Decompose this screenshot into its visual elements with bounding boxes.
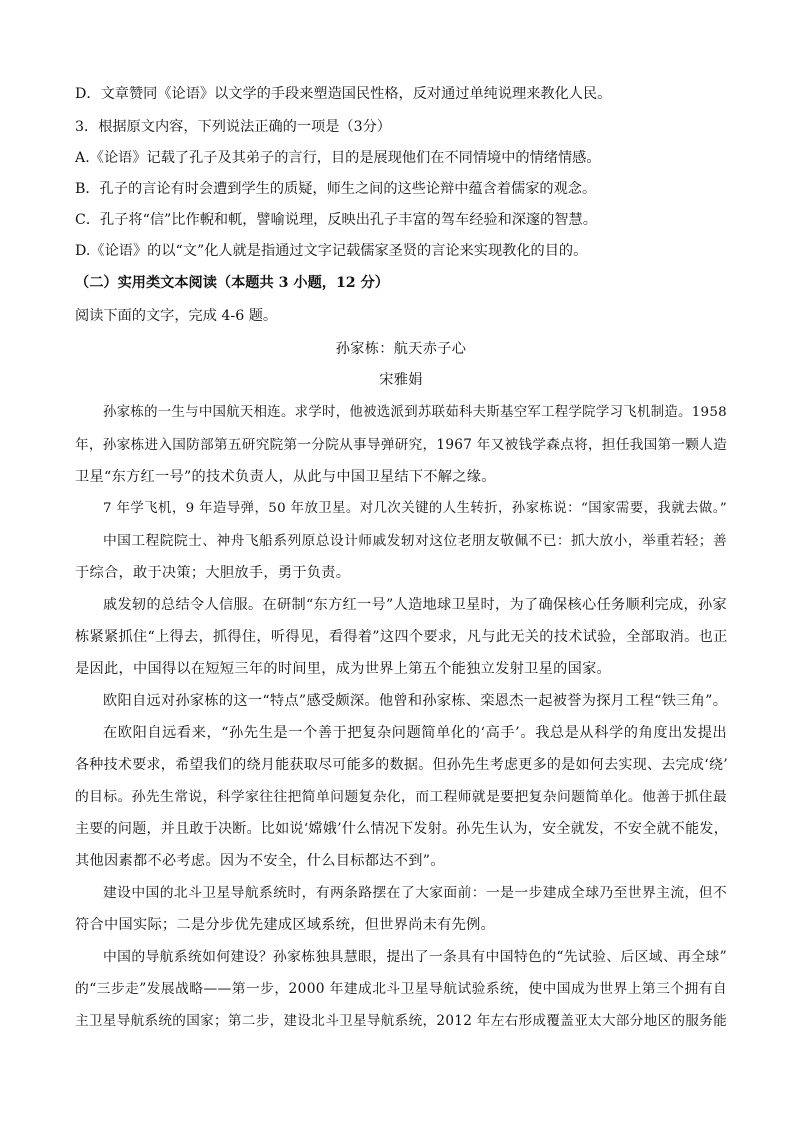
article-line: 卫星“东方红一号”的技术负责人，从此与中国卫星结下不解之缘。: [75, 469, 496, 485]
article-line: 中国工程院院士、神舟飞船系列原总设计师戚发轫对这位老朋友敬佩不已：抓大放小，举重若轻；善: [103, 533, 727, 549]
q3-option-d: D.《论语》的以“文”化人就是指通过文字记载儒家圣贤的言论来实现教化的目的。: [75, 243, 588, 259]
article-line: 年，孙家栋进入国防部第五研究院第一分院从事导弹研究，1967 年又被钱学森点将，担任我国第一颗人造: [75, 437, 727, 453]
article-line: 欧阳自远对孙家栋的这一“特点”感受颇深。他曾和孙家栋、栾恩杰一起被誉为探月工程“铁三角”。: [103, 693, 728, 709]
article-line: 于综合，敢于决策；大胆放手，勇于负责。: [75, 565, 351, 581]
article-line: 是因此，中国得以在短短三年的时间里，成为世界上第五个能独立发射卫星的国家。: [75, 661, 612, 677]
q2-option-d: D．文章赞同《论语》以文学的手段来塑造国民性格，反对通过单纯说理来教化人民。: [75, 86, 612, 102]
article-line: 中国的导航系统如何建设？孙家栋独具慧眼，提出了一条具有中国特色的“先试验、后区域、再全球”: [103, 949, 727, 965]
section-instruction: 阅读下面的文字，完成 4-6 题。: [75, 308, 278, 324]
article-title: 孙家栋：航天赤子心: [335, 341, 467, 357]
article-line: 建设中国的北斗卫星导航系统时，有两条路摆在了大家面前：一是一步建成全球乃至世界主流，但不: [103, 885, 727, 901]
article-line: 孙家栋的一生与中国航天相连。求学时，他被选派到苏联茹科夫斯基空军工程学院学习飞机制造。1958: [103, 405, 727, 420]
q3-option-a: A.《论语》记载了孔子及其弟子的言行，目的是展现他们在不同情境中的情绪情感。: [75, 150, 601, 166]
q3-option-c: C．孔子将“信”比作輗和軏，譬喻说理，反映出孔子丰富的驾车经验和深邃的智慧。: [75, 212, 597, 228]
section-heading: （二）实用类文本阅读（本题共 3 小题，12 分）: [75, 275, 389, 291]
article-line: 戚发轫的总结令人信服。在研制“东方红一号”人造地球卫星时，为了确保核心任务顺利完成，孙家: [103, 597, 727, 613]
article-line: 各种技术要求，希望我们的绕月能获取尽可能多的数据。但孙先生考虑更多的是如何去实现、去完成‘绕’: [75, 757, 728, 773]
article-line: 主要的问题，并且敢于决断。比如说‘嫦娥’什么情况下发射。孙先生认为，安全就发，不安全就不能发，: [75, 821, 728, 837]
article-line: 其他因素都不必考虑。因为不安全，什么目标都达不到”。: [75, 853, 445, 869]
article-line: 主卫星导航系统的国家；第二步，建设北斗卫星导航系统，2012 年左右形成覆盖亚太大部分地区的服务能: [75, 1013, 727, 1029]
article-line: 的目标。孙先生常说，科学家往往把简单问题复杂化，而工程师就是要把复杂问题简单化。他善于抓住最: [75, 789, 727, 805]
article-author: 宋雅娟: [379, 372, 423, 388]
article-line: 7 年学飞机，9 年造导弹，50 年放卫星。对几次关键的人生转折，孙家栋说：“国家需要，我就去做。”: [103, 501, 727, 516]
article-line: 在欧阳自远看来，“孙先生是一个善于把复杂问题简单化的‘高手’。我总是从科学的角度出发提出: [103, 725, 727, 741]
q3-stem: 3．根据原文内容，下列说法正确的一项是（3分）: [75, 119, 391, 135]
article-line: 符合中国实际；二是分步优先建成区域系统，但世界尚未有先例。: [75, 917, 496, 933]
q3-option-b: B．孔子的言论有时会遭到学生的质疑，师生之间的这些论辩中蕴含着儒家的观念。: [75, 181, 597, 197]
article-line: 栋紧紧抓住“上得去，抓得住，听得见，看得着”这四个要求，凡与此无关的技术试验，全部取消。也正: [75, 629, 728, 645]
article-line: 的“三步走”发展战略——第一步，2000 年建成北斗卫星导航试验系统，使中国成为世界上第三个拥有自: [75, 981, 727, 997]
